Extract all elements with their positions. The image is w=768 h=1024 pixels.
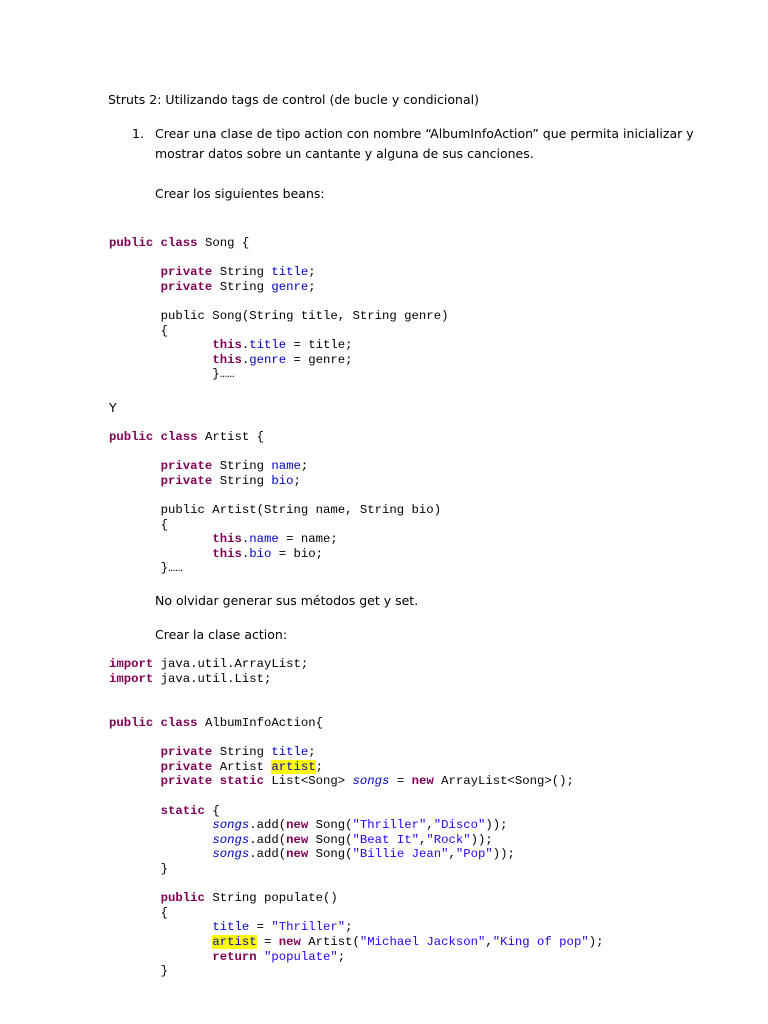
code-line — [109, 833, 603, 848]
code-token: . — [241, 546, 250, 561]
code-token: . — [241, 352, 250, 367]
code-token — [109, 265, 161, 279]
code-line — [109, 338, 448, 353]
code-token: ; — [293, 473, 301, 488]
code-token — [109, 935, 212, 949]
code-token: ; — [345, 920, 353, 935]
code-token: new — [278, 934, 301, 949]
code-token: private — [160, 265, 213, 280]
code-token — [109, 920, 212, 934]
code-line — [109, 503, 441, 518]
code-line — [109, 760, 603, 775]
code-token: static — [160, 803, 205, 818]
code-token: private — [160, 279, 213, 294]
code-token: java.util.List; — [153, 671, 272, 686]
code-line — [109, 459, 441, 474]
artist-class-code — [109, 430, 441, 576]
code-line — [109, 877, 603, 892]
code-line — [109, 935, 603, 950]
code-line — [109, 950, 603, 965]
code-token: String — [212, 745, 272, 760]
code-token: Song { — [197, 236, 250, 250]
code-line — [109, 920, 603, 935]
code-token: .add( — [249, 818, 287, 833]
code-token: public — [160, 891, 205, 906]
code-token: new — [286, 832, 309, 847]
code-token: , — [426, 818, 434, 833]
code-token: String — [212, 473, 272, 488]
code-token: .add( — [249, 847, 287, 862]
code-line — [109, 367, 448, 382]
code-line — [109, 251, 448, 266]
code-token: "Thriller" — [352, 818, 427, 833]
code-line — [109, 818, 603, 833]
code-token: . — [241, 338, 250, 353]
code-token: , — [448, 847, 456, 862]
code-token: "Pop" — [455, 847, 493, 862]
code-token: "Michael Jackson" — [359, 934, 486, 949]
code-token: public class — [109, 716, 198, 730]
code-token: bio — [249, 546, 272, 561]
code-token — [109, 745, 161, 759]
code-token: artist — [271, 759, 316, 774]
code-token: private — [160, 473, 213, 488]
code-token: Song( — [308, 847, 353, 862]
code-token — [109, 847, 212, 861]
code-token: String populate() — [204, 891, 338, 906]
code-line — [109, 532, 441, 547]
code-line — [109, 280, 448, 295]
no-olvidar-note: No olvidar generar sus métodos get y set. — [155, 593, 419, 608]
code-token: , — [485, 934, 493, 949]
code-token: ; — [308, 745, 316, 760]
code-line — [109, 789, 603, 804]
code-token: ; — [308, 265, 316, 280]
code-token: String — [212, 279, 272, 294]
code-token: Artist — [212, 759, 272, 774]
code-line — [109, 561, 441, 576]
code-line — [109, 847, 603, 862]
code-token: { — [204, 803, 220, 818]
code-line — [109, 774, 603, 789]
code-token: songs — [212, 847, 250, 862]
code-line — [109, 294, 448, 309]
code-line — [109, 731, 603, 746]
code-token: public Artist(String name, String bio) — [109, 502, 442, 517]
code-token: = bio; — [271, 546, 324, 561]
code-token: public class — [109, 430, 198, 444]
code-token: = — [389, 774, 412, 789]
code-line — [109, 430, 441, 445]
code-line — [109, 657, 308, 672]
code-token: title — [271, 265, 309, 280]
code-token: . — [241, 532, 250, 547]
code-token: Song( — [308, 818, 353, 833]
code-token: public Song(String title, String genre) — [109, 308, 449, 323]
code-line — [109, 891, 603, 906]
code-token: import — [109, 657, 154, 671]
code-token: name — [271, 459, 301, 474]
code-line — [109, 236, 448, 251]
code-token: this — [212, 352, 242, 367]
code-token: title — [271, 745, 309, 760]
step-number: 1. — [132, 126, 144, 141]
code-token: = — [249, 920, 272, 935]
code-token: )); — [492, 847, 515, 862]
document-heading: Struts 2: Utilizando tags de control (de bucle y condicional) — [108, 92, 479, 107]
code-token: = title; — [286, 338, 353, 353]
code-token — [109, 532, 212, 546]
code-line — [109, 445, 441, 460]
code-token: } — [109, 861, 169, 876]
code-token: }…… — [109, 561, 183, 576]
code-token: = — [256, 934, 279, 949]
code-token: bio — [271, 473, 294, 488]
step-text-line2: mostrar datos sobre un cantante y alguna de sus canciones. — [155, 146, 534, 161]
code-line — [109, 862, 603, 877]
code-token: .add( — [249, 832, 287, 847]
code-token: "Billie Jean" — [352, 847, 449, 862]
code-token: ArrayList<Song>(); — [433, 774, 574, 789]
crear-action-label: Crear la clase action: — [155, 627, 288, 642]
code-token: import — [109, 671, 154, 686]
code-token: private — [160, 459, 213, 474]
code-token — [109, 833, 212, 847]
code-token: = genre; — [286, 352, 353, 367]
code-token: "populate" — [263, 949, 338, 964]
code-token: { — [109, 323, 169, 338]
code-token: "Disco" — [433, 818, 486, 833]
code-token — [109, 760, 161, 774]
code-token: Song( — [308, 832, 353, 847]
code-line — [109, 547, 441, 562]
code-token — [109, 353, 212, 367]
code-token: new — [411, 774, 434, 789]
code-token: this — [212, 338, 242, 353]
code-token: "King of pop" — [492, 934, 589, 949]
code-token: Artist { — [197, 430, 264, 444]
code-token: )); — [470, 832, 493, 847]
code-token: Artist( — [300, 934, 360, 949]
code-token: "Beat It" — [352, 832, 419, 847]
code-token — [109, 950, 212, 964]
code-token: AlbumInfoAction{ — [197, 716, 324, 730]
code-token: public class — [109, 236, 198, 250]
code-token: new — [286, 818, 309, 833]
code-token — [109, 818, 212, 832]
code-token: title — [212, 920, 250, 935]
imports-code — [109, 657, 308, 686]
code-token: songs — [212, 832, 250, 847]
code-token: genre — [271, 279, 309, 294]
code-token: ); — [588, 934, 604, 949]
code-token: ; — [337, 949, 346, 964]
code-line — [109, 353, 448, 368]
code-token: this — [212, 532, 242, 547]
code-token: this — [212, 546, 242, 561]
code-line — [109, 518, 441, 533]
code-token: ; — [315, 759, 324, 774]
code-line — [109, 265, 448, 280]
code-token — [109, 338, 212, 352]
code-line — [109, 745, 603, 760]
code-token: )); — [485, 818, 508, 833]
code-token: List<Song> — [263, 774, 353, 789]
code-token: "Thriller" — [271, 920, 346, 935]
code-line — [109, 964, 603, 979]
code-token — [257, 950, 264, 964]
code-token: return — [212, 949, 257, 964]
crear-beans-label: Crear los siguientes beans: — [155, 186, 325, 201]
code-line — [109, 906, 603, 921]
code-token: name — [249, 532, 279, 547]
code-token — [109, 547, 212, 561]
song-class-code — [109, 236, 448, 382]
code-token: title — [249, 338, 287, 353]
action-class-code — [109, 716, 603, 979]
code-line — [109, 488, 441, 503]
y-connector: Y — [109, 400, 117, 415]
step-text-line1: Crear una clase de tipo action con nombre “AlbumInfoAction” que permita inicializar y — [155, 126, 694, 141]
code-token: String — [212, 459, 272, 474]
code-token: private — [160, 759, 213, 774]
code-token — [109, 804, 161, 818]
code-token: = name; — [278, 532, 338, 547]
code-token: private — [160, 745, 213, 760]
code-token — [109, 474, 161, 488]
code-token: } — [109, 964, 169, 979]
code-token — [109, 459, 161, 473]
code-token — [109, 891, 161, 905]
code-line — [109, 309, 448, 324]
code-token: { — [109, 905, 169, 920]
code-token: String — [212, 265, 272, 280]
code-line — [109, 804, 603, 819]
code-line — [109, 474, 441, 489]
code-token: private static — [160, 774, 264, 789]
code-line — [109, 324, 448, 339]
code-token: { — [109, 517, 169, 532]
code-token: "Rock" — [426, 832, 471, 847]
code-token — [109, 774, 161, 788]
code-token: }…… — [109, 367, 235, 382]
code-token: ; — [308, 279, 316, 294]
code-line — [109, 716, 603, 731]
code-token: ; — [300, 459, 309, 474]
code-token: java.util.ArrayList; — [153, 657, 309, 671]
code-line — [109, 672, 308, 687]
code-token: songs — [212, 818, 250, 833]
code-token: songs — [352, 774, 390, 789]
code-token: artist — [212, 934, 257, 949]
code-token — [109, 280, 161, 294]
code-token: , — [418, 832, 427, 847]
code-token: new — [286, 847, 309, 862]
code-token: genre — [249, 352, 287, 367]
